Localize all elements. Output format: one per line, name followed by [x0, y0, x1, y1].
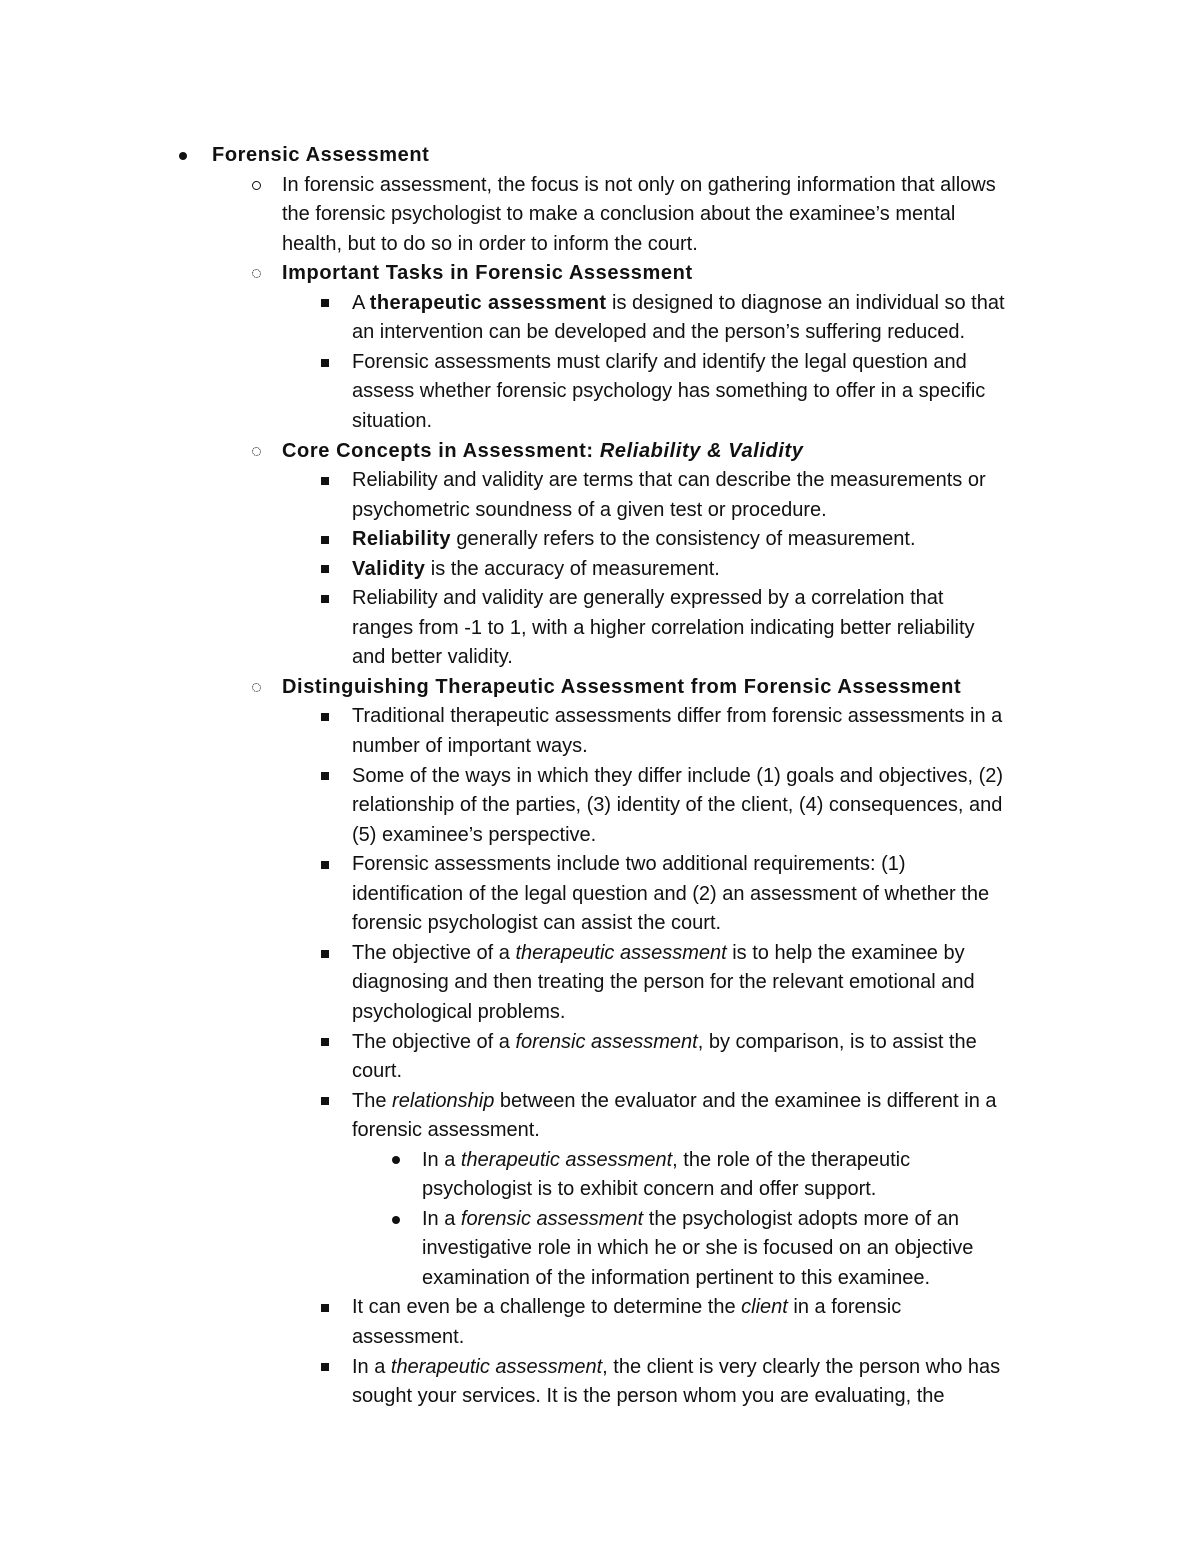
text-run: Forensic assessments must clarify and identify the legal question and: [352, 350, 967, 373]
text-run: diagnosing and then treating the person for the relevant emotional and: [352, 971, 975, 994]
outline-text: [352, 908, 721, 938]
outline-text: [352, 1086, 997, 1116]
text-run: Reliability and validity are terms that can describe the measurements or: [352, 469, 986, 492]
outline-text: [352, 849, 906, 879]
text-run: assessment.: [352, 1326, 465, 1348]
text-run: Traditional therapeutic assessments differ from forensic assessments in a: [352, 705, 1003, 728]
italic-term: forensic assessment: [460, 1207, 644, 1230]
italic-term: therapeutic assessment: [515, 941, 727, 964]
text-run: The objective of a: [352, 1030, 516, 1053]
dotted-circle-bullet-icon: [248, 436, 264, 466]
text-run: Important Tasks in Forensic Assessment: [282, 262, 693, 285]
text-run: In forensic assessment, the focus is not only on gathering information that allows: [282, 173, 996, 196]
outline-heading: [282, 436, 803, 466]
outline-text: [352, 376, 985, 406]
square-bullet-icon: [317, 701, 333, 731]
outline-text: [352, 288, 1005, 318]
italic-term: therapeutic assessment: [390, 1355, 603, 1378]
outline-text: [422, 1145, 910, 1175]
outline-text: [352, 406, 432, 436]
italic-term: client: [741, 1296, 788, 1319]
square-bullet-icon: [317, 524, 333, 554]
outline-text: [352, 761, 1003, 791]
text-run: is to help the examinee by: [726, 941, 965, 964]
outline-text: [422, 1233, 973, 1263]
outline-text: [352, 495, 827, 525]
text-run: In a: [422, 1148, 461, 1171]
bold-term: therapeutic assessment: [369, 291, 607, 314]
outline-text: [422, 1204, 959, 1234]
outline-heading: [282, 258, 693, 288]
bold-term: Validity: [352, 557, 426, 580]
outline-text: [352, 701, 1002, 731]
text-run: is designed to diagnose an individual so that: [606, 291, 1005, 314]
disc-bullet-icon: [175, 140, 191, 170]
outline-text: [352, 317, 965, 347]
text-run: forensic assessment.: [352, 1119, 540, 1142]
text-run: the psychologist adopts more of an: [643, 1207, 959, 1230]
dotted-circle-bullet-icon: [248, 672, 264, 702]
outline-text: [352, 554, 720, 584]
square-bullet-icon: [317, 465, 333, 495]
text-run: an intervention can be developed and the person’s suffering reduced.: [352, 321, 966, 344]
outline-text: [352, 1292, 901, 1322]
outline-text: [352, 465, 986, 495]
text-run: The objective of a: [352, 941, 516, 964]
text-run: generally refers to the consistency of measurement.: [450, 528, 916, 551]
italic-term: relationship: [392, 1089, 495, 1112]
text-run: investigative role in which he or she is focused on an objective: [422, 1237, 974, 1260]
text-run: In a: [422, 1207, 461, 1230]
text-run: Reliability and validity are generally expressed by a correlation that: [352, 587, 944, 610]
dotted-circle-bullet-icon: [248, 258, 264, 288]
outline-text: [352, 1381, 945, 1411]
text-run: It can even be a challenge to determine the: [352, 1296, 742, 1319]
outline-text: [352, 1322, 464, 1352]
square-bullet-icon: [317, 347, 333, 377]
square-bullet-icon: [317, 938, 333, 968]
outline-text: [282, 170, 996, 200]
text-run: A: [352, 291, 370, 314]
square-bullet-icon: [317, 1027, 333, 1057]
square-bullet-icon: [317, 554, 333, 584]
text-run: In a: [352, 1355, 391, 1378]
text-run: psychologist is to exhibit concern and offer support.: [422, 1178, 877, 1201]
outline-text: [352, 1056, 402, 1086]
outline-text: [352, 820, 596, 850]
disc-bullet-icon: [388, 1145, 404, 1175]
text-run: assess whether forensic psychology has something to offer in a specific: [352, 380, 986, 403]
outline-text: [352, 1115, 540, 1145]
disc-bullet-icon: [388, 1204, 404, 1234]
text-run: identification of the legal question and (2) an assessment of whether the: [352, 882, 990, 905]
square-bullet-icon: [317, 1292, 333, 1322]
outline-text: [352, 967, 975, 997]
square-bullet-icon: [317, 761, 333, 791]
outline-text: [352, 997, 565, 1027]
outline-heading: [282, 672, 961, 702]
outline-text: [352, 583, 943, 613]
text-run: in a forensic: [787, 1296, 902, 1319]
text-run: ranges from -1 to 1, with a higher correlation indicating better reliability: [352, 616, 975, 639]
text-run: is the accuracy of measurement.: [425, 557, 720, 580]
square-bullet-icon: [317, 1352, 333, 1382]
outline-text: [352, 938, 965, 968]
text-run: Distinguishing Therapeutic Assessment from Forensic Assessment: [282, 675, 962, 698]
text-run: The: [352, 1089, 393, 1112]
text-run: health, but to do so in order to inform the court.: [282, 232, 698, 255]
bold-term: Reliability: [352, 528, 451, 551]
outline-text: [422, 1174, 876, 1204]
text-run: , the client is very clearly the person who has: [602, 1355, 1001, 1378]
outline-text: [352, 347, 967, 377]
italic-term: therapeutic assessment: [460, 1148, 673, 1171]
text-run: (5) examinee’s perspective.: [352, 823, 597, 846]
italic-term: Reliability & Validity: [599, 439, 804, 462]
outline-text: [352, 524, 916, 554]
text-run: Forensic assessments include two additional requirements: (1): [352, 853, 906, 876]
text-run: number of important ways.: [352, 735, 588, 757]
text-run: , the role of the therapeutic: [672, 1148, 911, 1171]
circle-bullet-icon: [248, 170, 264, 200]
text-run: Some of the ways in which they differ include (1) goals and objectives, (2): [352, 764, 1004, 787]
text-run: between the evaluator and the examinee is different in a: [494, 1089, 997, 1112]
text-run: forensic psychologist can assist the court.: [352, 912, 722, 935]
text-run: examination of the information pertinent to this examinee.: [422, 1266, 931, 1289]
text-run: psychological problems.: [352, 1000, 566, 1023]
square-bullet-icon: [317, 1086, 333, 1116]
text-run: and better validity.: [352, 646, 513, 669]
text-run: sought your services. It is the person whom you are evaluating, the: [352, 1385, 945, 1408]
outline-text: [352, 613, 975, 643]
text-run: the forensic psychologist to make a conclusion about the examinee’s mental: [282, 203, 956, 226]
outline-text: [422, 1263, 930, 1293]
outline-text: [282, 229, 698, 259]
outline-text: [352, 1352, 1000, 1382]
square-bullet-icon: [317, 583, 333, 613]
outline-text: [282, 199, 955, 229]
outline-text: [352, 642, 513, 672]
outline-heading: [212, 140, 429, 170]
outline-text: [352, 879, 989, 909]
italic-term: forensic assessment: [515, 1030, 698, 1053]
square-bullet-icon: [317, 288, 333, 318]
outline-text: [352, 790, 1002, 820]
text-run: relationship of the parties, (3) identity of the client, (4) consequences, and: [352, 794, 1003, 817]
text-run: situation.: [352, 409, 433, 432]
text-run: Core Concepts in Assessment:: [282, 439, 600, 462]
outline-text: [352, 731, 588, 761]
outline-text: [352, 1027, 977, 1057]
square-bullet-icon: [317, 849, 333, 879]
text-run: Forensic Assessment: [212, 144, 430, 166]
text-run: , by comparison, is to assist the: [697, 1030, 977, 1053]
text-run: psychometric soundness of a given test or procedure.: [352, 498, 827, 521]
text-run: court.: [352, 1060, 403, 1083]
